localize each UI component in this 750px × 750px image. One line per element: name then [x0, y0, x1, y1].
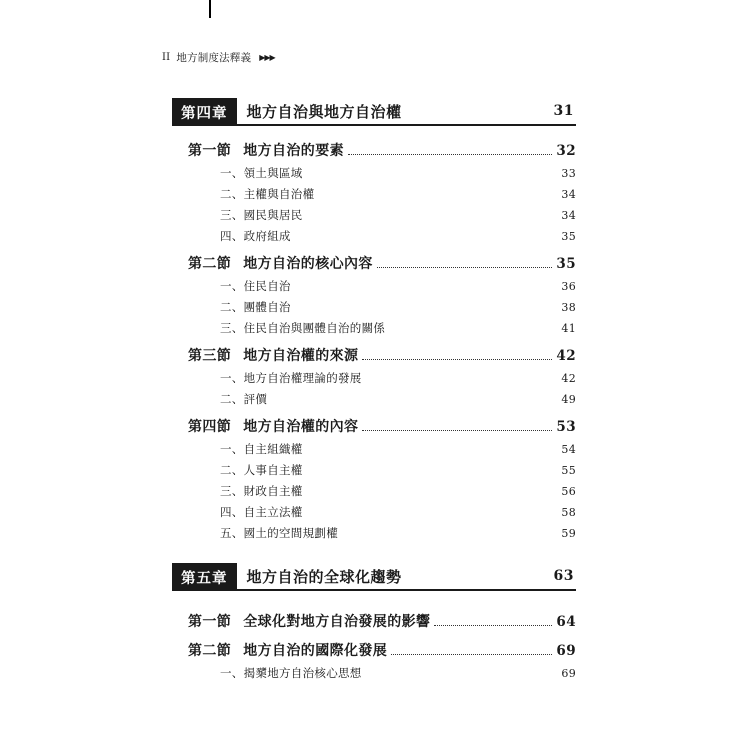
section-title: 地方自治權的來源	[243, 348, 359, 364]
section-title: 地方自治的國際化發展	[243, 643, 388, 659]
section-label: 第二節	[188, 643, 232, 659]
toc-subitem[interactable]	[220, 228, 576, 244]
toc-section[interactable]	[188, 253, 576, 273]
section-title: 地方自治權的內容	[243, 419, 359, 435]
table-of-contents	[172, 98, 576, 686]
subitem-title: 二、團體自治	[220, 300, 291, 314]
toc-section[interactable]	[188, 611, 576, 631]
subitem-title: 一、自主組織權	[220, 442, 303, 456]
running-header	[162, 50, 275, 65]
toc-subitem[interactable]	[220, 483, 576, 499]
toc-section[interactable]	[188, 416, 576, 436]
section-title: 全球化對地方自治發展的影響	[243, 614, 431, 630]
section-title: 地方自治的核心內容	[243, 256, 373, 272]
leader-dots	[348, 154, 552, 155]
section-label: 第一節	[188, 614, 232, 630]
subitem-page: 59	[561, 527, 576, 540]
chapter-title-row	[237, 563, 577, 591]
subitem-page: 42	[561, 372, 576, 385]
toc-subitem[interactable]	[220, 441, 576, 457]
section-label: 第四節	[188, 419, 232, 435]
toc-subitem[interactable]	[220, 504, 576, 520]
leader-dots	[434, 625, 552, 626]
subitem-page: 33	[561, 167, 576, 180]
chapter-banner[interactable]	[172, 563, 576, 591]
section-page: 32	[556, 143, 576, 159]
section-page: 42	[556, 348, 576, 364]
toc-subitem[interactable]	[220, 320, 576, 336]
toc-section[interactable]	[188, 140, 576, 160]
section-label: 第二節	[188, 256, 232, 272]
subitem-title: 三、住民自治與團體自治的關係	[220, 321, 386, 335]
leader-dots	[377, 267, 553, 268]
subitem-page: 34	[561, 188, 576, 201]
toc-subitem[interactable]	[220, 186, 576, 202]
subitem-page: 54	[561, 443, 576, 456]
section-page: 64	[556, 614, 576, 630]
section-page: 35	[556, 256, 576, 272]
chapter-title-row	[237, 98, 577, 126]
chapter-title: 地方自治的全球化趨勢	[246, 567, 402, 586]
leader-dots	[391, 654, 552, 655]
subitem-title: 三、財政自主權	[220, 484, 303, 498]
chapter-page: 63	[553, 568, 574, 584]
leader-dots	[362, 359, 552, 360]
arrow-ornament-icon: ▶▶▶	[259, 53, 275, 62]
subitem-title: 一、揭櫫地方自治核心思想	[220, 666, 362, 680]
toc-section[interactable]	[188, 345, 576, 365]
section-label: 第三節	[188, 348, 232, 364]
subitem-page: 35	[561, 230, 576, 243]
toc-subitem[interactable]	[220, 665, 576, 681]
subitem-title: 二、人事自主權	[220, 463, 303, 477]
toc-subitem[interactable]	[220, 278, 576, 294]
chapter-banner[interactable]	[172, 98, 576, 126]
section-label: 第一節	[188, 143, 232, 159]
subitem-title: 一、領土與區域	[220, 166, 303, 180]
subitem-page: 41	[561, 322, 576, 335]
toc-subitem[interactable]	[220, 370, 576, 386]
chapter-tag: 第四章	[172, 98, 237, 126]
toc-subitem[interactable]	[220, 299, 576, 315]
toc-section[interactable]	[188, 640, 576, 660]
toc-subitem[interactable]	[220, 165, 576, 181]
leader-dots	[362, 430, 552, 431]
subitem-title: 二、評價	[220, 392, 268, 406]
chapter-title: 地方自治與地方自治權	[246, 102, 402, 121]
section-title: 地方自治的要素	[243, 143, 345, 159]
section-page: 53	[556, 419, 576, 435]
subitem-title: 一、地方自治權理論的發展	[220, 371, 362, 385]
section-page: 69	[556, 643, 576, 659]
subitem-title: 三、國民與居民	[220, 208, 303, 222]
page-edge-rule	[209, 0, 211, 18]
subitem-page: 56	[561, 485, 576, 498]
subitem-title: 四、政府組成	[220, 229, 291, 243]
subitem-page: 58	[561, 506, 576, 519]
subitem-page: 38	[561, 301, 576, 314]
subitem-page: 55	[561, 464, 576, 477]
subitem-title: 一、住民自治	[220, 279, 291, 293]
chapter-page: 31	[553, 103, 574, 119]
subitem-page: 49	[561, 393, 576, 406]
chapter-tag: 第五章	[172, 563, 237, 591]
toc-subitem[interactable]	[220, 462, 576, 478]
subitem-title: 二、主權與自治權	[220, 187, 315, 201]
subitem-page: 34	[561, 209, 576, 222]
toc-subitem[interactable]	[220, 525, 576, 541]
subitem-title: 五、國土的空間規劃權	[220, 526, 338, 540]
subitem-page: 36	[561, 280, 576, 293]
toc-subitem[interactable]	[220, 207, 576, 223]
toc-subitem[interactable]	[220, 391, 576, 407]
running-title: 地方制度法釋義	[176, 52, 252, 64]
subitem-page: 69	[561, 667, 576, 680]
folio-number: II	[162, 52, 171, 63]
subitem-title: 四、自主立法權	[220, 505, 303, 519]
